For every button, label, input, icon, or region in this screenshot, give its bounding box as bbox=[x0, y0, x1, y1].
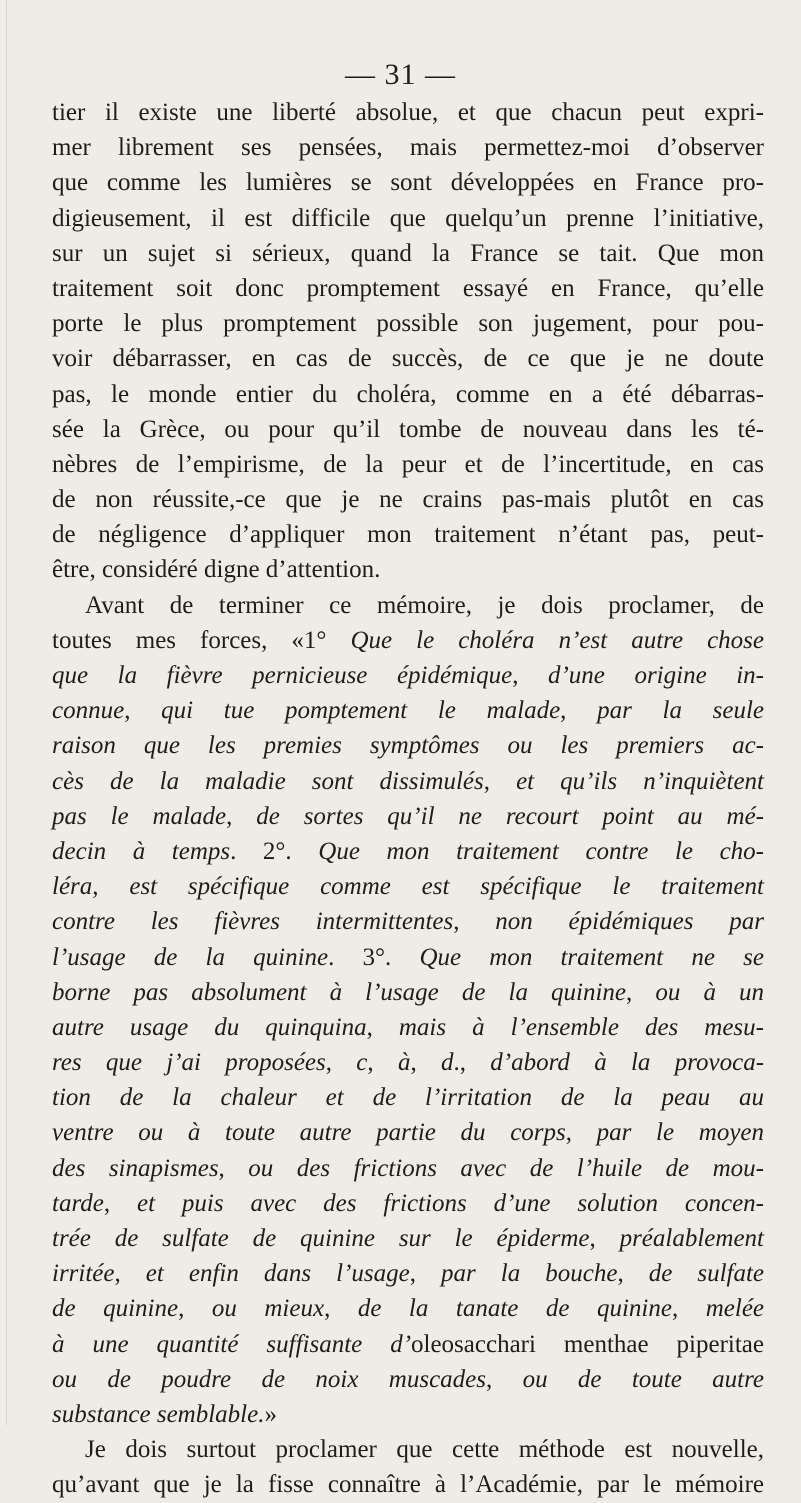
italic-segment: préalablement bbox=[619, 1225, 764, 1252]
text-line bbox=[52, 869, 764, 904]
text-line bbox=[52, 271, 764, 306]
text-line bbox=[52, 306, 764, 341]
text-segment: nèbres de l’empirisme, de la peur et de l’incertitude, en cas bbox=[52, 450, 764, 478]
text-line bbox=[52, 552, 764, 587]
italic-segment: de quinine bbox=[52, 1295, 179, 1323]
italic-segment: non épidémiques par bbox=[495, 908, 764, 936]
text-line bbox=[52, 834, 764, 869]
italic-segment: par la seule bbox=[597, 697, 765, 725]
italic-segment: léra bbox=[52, 873, 93, 901]
text-line bbox=[52, 1467, 764, 1502]
italic-segment: mais à l’ensemble des mesu- bbox=[398, 1013, 764, 1041]
text-segment: porte le plus promptement possible son jugement, pour pou- bbox=[52, 310, 764, 338]
text-line bbox=[52, 1362, 764, 1397]
italic-segment: res que j’ai proposées bbox=[52, 1049, 326, 1077]
text-segment: , bbox=[483, 767, 517, 795]
italic-segment: d’une origine in- bbox=[547, 662, 764, 689]
italic-segment: d’abord à la provoca- bbox=[490, 1049, 765, 1077]
italic-segment: melée bbox=[705, 1295, 765, 1323]
text-segment: que comme les lumières se sont développées en France pro- bbox=[52, 169, 764, 197]
text-segment: mer librement ses pensées, mais permettez-moi d’observer bbox=[52, 134, 764, 162]
text-line bbox=[52, 1045, 764, 1080]
italic-segment: de la tanate de quinine bbox=[357, 1295, 672, 1323]
italic-segment: à une quantité suffisante d’ bbox=[52, 1330, 412, 1358]
italic-segment: c bbox=[356, 1049, 368, 1077]
text-segment: sur un sujet si sérieux, quand la France se tait. Que mon bbox=[52, 239, 764, 267]
italic-segment: trée de sulfate de quinine sur le épiderme bbox=[52, 1225, 590, 1252]
text-segment: tier il existe une liberté absolue, et que chacun peut expri- bbox=[52, 99, 764, 126]
italic-segment: Que mon traitement contre le cho- bbox=[318, 837, 764, 865]
text-segment: , bbox=[103, 1189, 137, 1217]
text-segment: , bbox=[512, 662, 548, 689]
text-line bbox=[52, 1291, 764, 1326]
text-segment: » bbox=[264, 1400, 277, 1428]
text-segment: , bbox=[366, 1013, 399, 1041]
page-edge-shadow bbox=[6, 0, 7, 1425]
text-segment: qu’avant que je la fisse connaître à l’Académie, par le mémoire bbox=[52, 1471, 764, 1499]
italic-segment: par le moyen bbox=[596, 1119, 765, 1147]
text-segment: être, considéré digne d’attention. bbox=[52, 556, 381, 584]
text-line bbox=[52, 1151, 764, 1186]
text-line bbox=[52, 165, 764, 200]
text-line bbox=[52, 1115, 764, 1150]
text-line bbox=[52, 412, 764, 447]
text-segment: . 3°. bbox=[328, 943, 420, 971]
text-line bbox=[52, 904, 764, 939]
italic-segment: tion de la chaleur et de l’irritation de la peau au bbox=[52, 1084, 764, 1112]
body-text bbox=[52, 95, 764, 1503]
italic-segment: d bbox=[441, 1049, 454, 1077]
text-segment: Je dois surtout proclamer que cette méthode est nouvelle, bbox=[85, 1436, 764, 1464]
italic-segment: decin à temps bbox=[52, 837, 231, 865]
italic-segment: l’usage de la quinine bbox=[52, 943, 329, 971]
text-line bbox=[52, 623, 764, 658]
italic-segment: ou de poudre de noix muscades bbox=[52, 1365, 486, 1393]
text-segment: de non réussite,-ce que je ne crains pas-mais plutôt en cas bbox=[52, 486, 764, 514]
text-line bbox=[52, 1397, 764, 1432]
text-segment: , bbox=[324, 1295, 358, 1323]
italic-segment: par la bouche bbox=[441, 1260, 618, 1288]
text-segment: traitement soit donc promptement essayé en France, qu’elle bbox=[52, 274, 764, 302]
text-segment: , bbox=[453, 908, 496, 936]
text-segment: voir débarrasser, en cas de succès, de ce que je ne doute bbox=[52, 345, 764, 373]
text-segment: digieusement, il est difficile que quelqu’un prenne l’initiative, bbox=[52, 204, 764, 232]
text-line bbox=[52, 130, 764, 165]
text-line bbox=[52, 588, 764, 623]
text-segment: , bbox=[218, 1154, 249, 1182]
text-segment: , bbox=[589, 1225, 620, 1252]
text-segment: pas, le monde entier du choléra, comme en a été débarras- bbox=[52, 380, 764, 408]
text-line bbox=[52, 1256, 764, 1291]
text-segment: de négligence d’appliquer mon traitement n’étant pas, peut- bbox=[52, 521, 764, 549]
text-line bbox=[52, 693, 764, 728]
italic-segment: connue bbox=[52, 697, 125, 725]
text-segment: , bbox=[486, 1365, 523, 1393]
italic-segment: raison que les premies symptômes ou les premiers ac- bbox=[52, 732, 764, 760]
text-line bbox=[52, 95, 764, 130]
italic-segment: irritée bbox=[52, 1260, 115, 1288]
italic-segment: à bbox=[397, 1049, 411, 1077]
text-segment: , bbox=[178, 1295, 212, 1323]
italic-segment: autre usage du quinquina bbox=[52, 1013, 367, 1041]
italic-segment: substance semblable. bbox=[52, 1400, 265, 1428]
italic-segment: des sinapismes bbox=[52, 1154, 219, 1182]
text-segment: ., bbox=[453, 1049, 491, 1077]
text-segment: . 2°. bbox=[230, 837, 319, 865]
italic-segment: ou de toute autre bbox=[522, 1365, 765, 1393]
text-line bbox=[52, 1186, 764, 1221]
italic-segment: et qu’ils n’inquiètent bbox=[516, 767, 764, 795]
text-segment: , bbox=[565, 1119, 597, 1147]
text-segment: sée la Grèce, ou pour qu’il tombe de nouveau dans les té- bbox=[52, 415, 764, 443]
text-line bbox=[52, 517, 764, 552]
text-segment: , bbox=[124, 697, 162, 725]
text-line bbox=[52, 447, 764, 482]
italic-segment: tarde bbox=[52, 1189, 104, 1217]
italic-segment: contre les fièvres intermittentes bbox=[52, 908, 454, 936]
text-segment: , bbox=[617, 1260, 649, 1288]
italic-segment: Que le choléra n’est autre chose bbox=[350, 626, 765, 654]
italic-segment: ou à un bbox=[655, 978, 765, 1006]
italic-segment: de sulfate bbox=[648, 1260, 765, 1288]
italic-segment: Que mon traitement ne se bbox=[419, 943, 764, 971]
text-line bbox=[52, 236, 764, 271]
text-line bbox=[52, 975, 764, 1010]
text-line bbox=[52, 341, 764, 376]
text-segment: , bbox=[671, 1295, 706, 1323]
text-segment: , bbox=[367, 1049, 398, 1077]
text-line bbox=[52, 799, 764, 834]
italic-segment: et enfin dans l’usage bbox=[145, 1260, 410, 1288]
text-line bbox=[52, 377, 764, 412]
text-line bbox=[52, 482, 764, 517]
text-segment: Avant de terminer ce mémoire, je dois proclamer, de bbox=[85, 591, 764, 619]
page-number: — 31 — bbox=[345, 58, 456, 91]
italic-segment: pas le malade bbox=[52, 802, 227, 830]
text-line bbox=[52, 1432, 764, 1467]
text-line bbox=[52, 1010, 764, 1045]
italic-segment: ou mieux bbox=[211, 1295, 325, 1323]
text-line bbox=[52, 1327, 764, 1362]
italic-segment: ou des frictions avec de l’huile de mou- bbox=[248, 1154, 764, 1182]
text-line bbox=[52, 764, 764, 799]
text-line bbox=[52, 728, 764, 763]
text-segment: , bbox=[626, 978, 656, 1006]
text-segment: , bbox=[226, 802, 257, 830]
italic-segment: et puis avec des frictions d’une solution concen- bbox=[136, 1189, 764, 1217]
italic-segment: borne pas absolument à l’usage de la quinine bbox=[52, 978, 627, 1006]
italic-segment: est spécifique comme est spécifique le traitement bbox=[129, 873, 765, 901]
text-segment: toutes mes forces, «1° bbox=[52, 626, 351, 654]
text-segment: , bbox=[114, 1260, 146, 1288]
text-segment: , bbox=[560, 697, 598, 725]
italic-segment: cès de la maladie sont dissimulés bbox=[52, 767, 484, 795]
text-line bbox=[52, 1080, 764, 1115]
italic-segment: ventre ou à toute autre partie du corps bbox=[52, 1119, 566, 1147]
italic-segment: qui tue pomptement le malade bbox=[161, 697, 561, 725]
italic-segment: de sortes qu’il ne recourt point au mé- bbox=[256, 802, 764, 830]
text-segment: , bbox=[325, 1049, 357, 1077]
text-segment: , bbox=[92, 873, 130, 901]
text-segment: oleosacchari menthae piperitae bbox=[411, 1330, 764, 1358]
text-segment: , bbox=[410, 1049, 441, 1077]
text-line bbox=[52, 940, 764, 975]
text-line bbox=[52, 201, 764, 236]
italic-segment: que la fièvre pernicieuse épidémique bbox=[52, 662, 513, 689]
text-line bbox=[52, 658, 764, 693]
text-segment: , bbox=[409, 1260, 442, 1288]
text-line bbox=[52, 1221, 764, 1256]
